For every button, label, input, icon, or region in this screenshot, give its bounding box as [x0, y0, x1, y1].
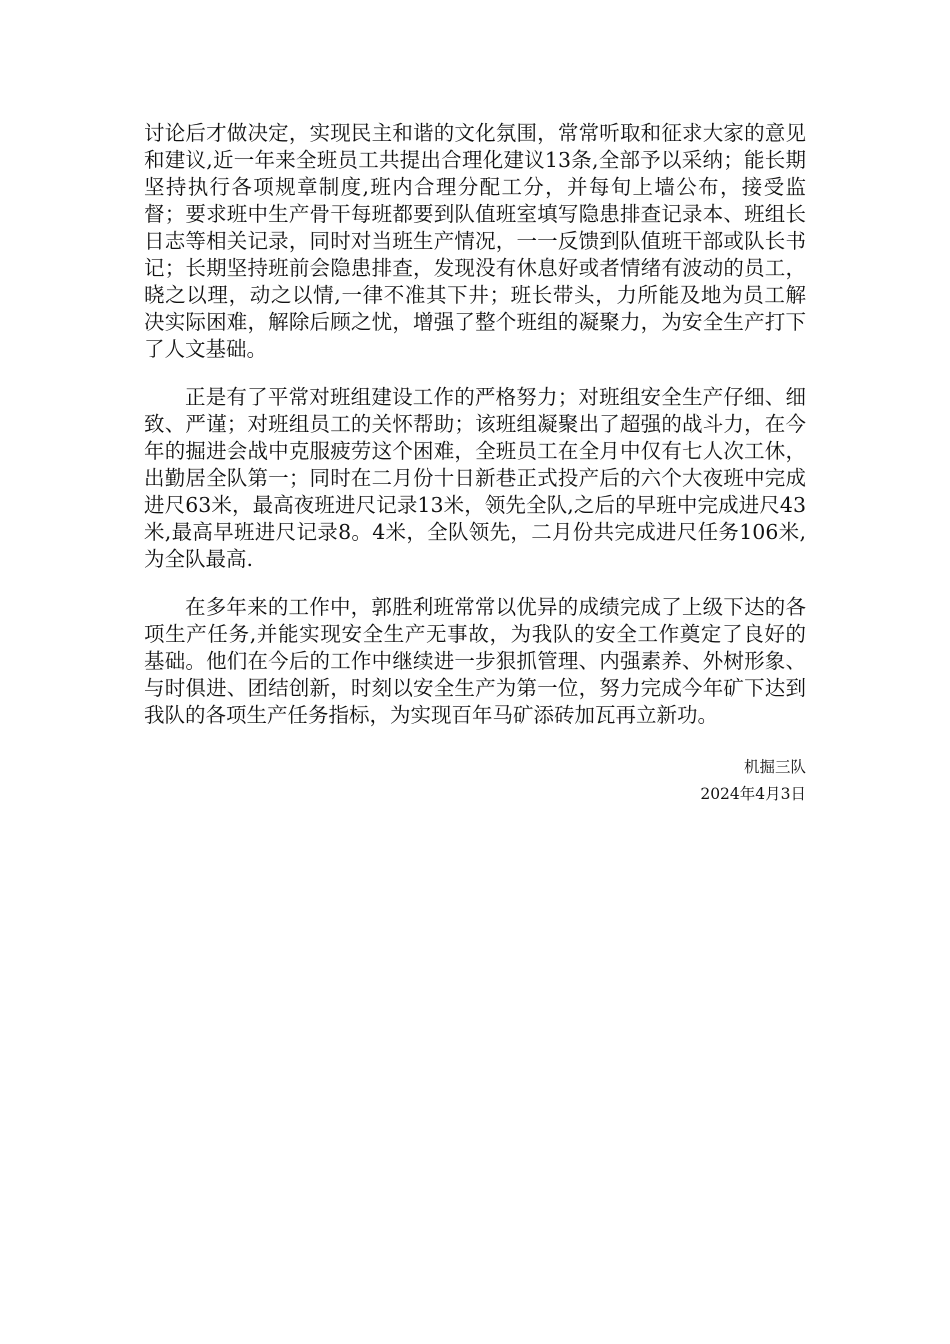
paragraph-2: 正是有了平常对班组建设工作的严格努力；对班组安全生产仔细、细致、严谨；对班组员工的关怀帮助；该班组凝聚出了超强的战斗力，在今年的掘进会战中克服疲劳这个困难，全班员工在全月中仅有七人次工休，出勤居全队第一；同时在二月份十日新巷正式投产后的六个大夜班中完成进尺63米，最高夜班进尺记录13米，领先全队,之后的早班中完成进尺43米,最高早班进尺记录8。4米，全队领先，二月份共完成进尺任务106米,为全队最高.: [144, 385, 806, 571]
signature-date: 2024年4月3日: [700, 785, 806, 803]
paragraph-1: 讨论后才做决定，实现民主和谐的文化氛围，常常听取和征求大家的意见和建议,近一年来全班员工共提出合理化建议13条,全部予以采纳；能长期坚持执行各项规章制度,班内合理分配工分，并每旬上墙公布，接受监督；要求班中生产骨干每班都要到队值班室填写隐患排查记录本、班组长日志等相关记录，同时对当班生产情况，一一反馈到队值班干部或队长书记；长期坚持班前会隐患排查，发现没有休息好或者情绪有波动的员工，晓之以理，动之以情,一律不准其下井；班长带头，力所能及地为员工解决实际困难，解除后顾之忧，增强了整个班组的凝聚力，为安全生产打下了人文基础。: [144, 121, 806, 361]
signature-org: 机掘三队: [743, 758, 806, 776]
signature-block: [144, 754, 806, 808]
paragraph-3: 在多年来的工作中，郭胜利班常常以优异的成绩完成了上级下达的各项生产任务,并能实现安全生产无事故，为我队的安全工作奠定了良好的基础。他们在今后的工作中继续进一步狠抓管理、内强素养、外树形象、与时俱进、团结创新，时刻以安全生产为第一位，努力完成今年矿下达到我队的各项生产任务指标，为实现百年马矿添砖加瓦再立新功。: [144, 595, 806, 727]
document-body: [144, 120, 806, 808]
